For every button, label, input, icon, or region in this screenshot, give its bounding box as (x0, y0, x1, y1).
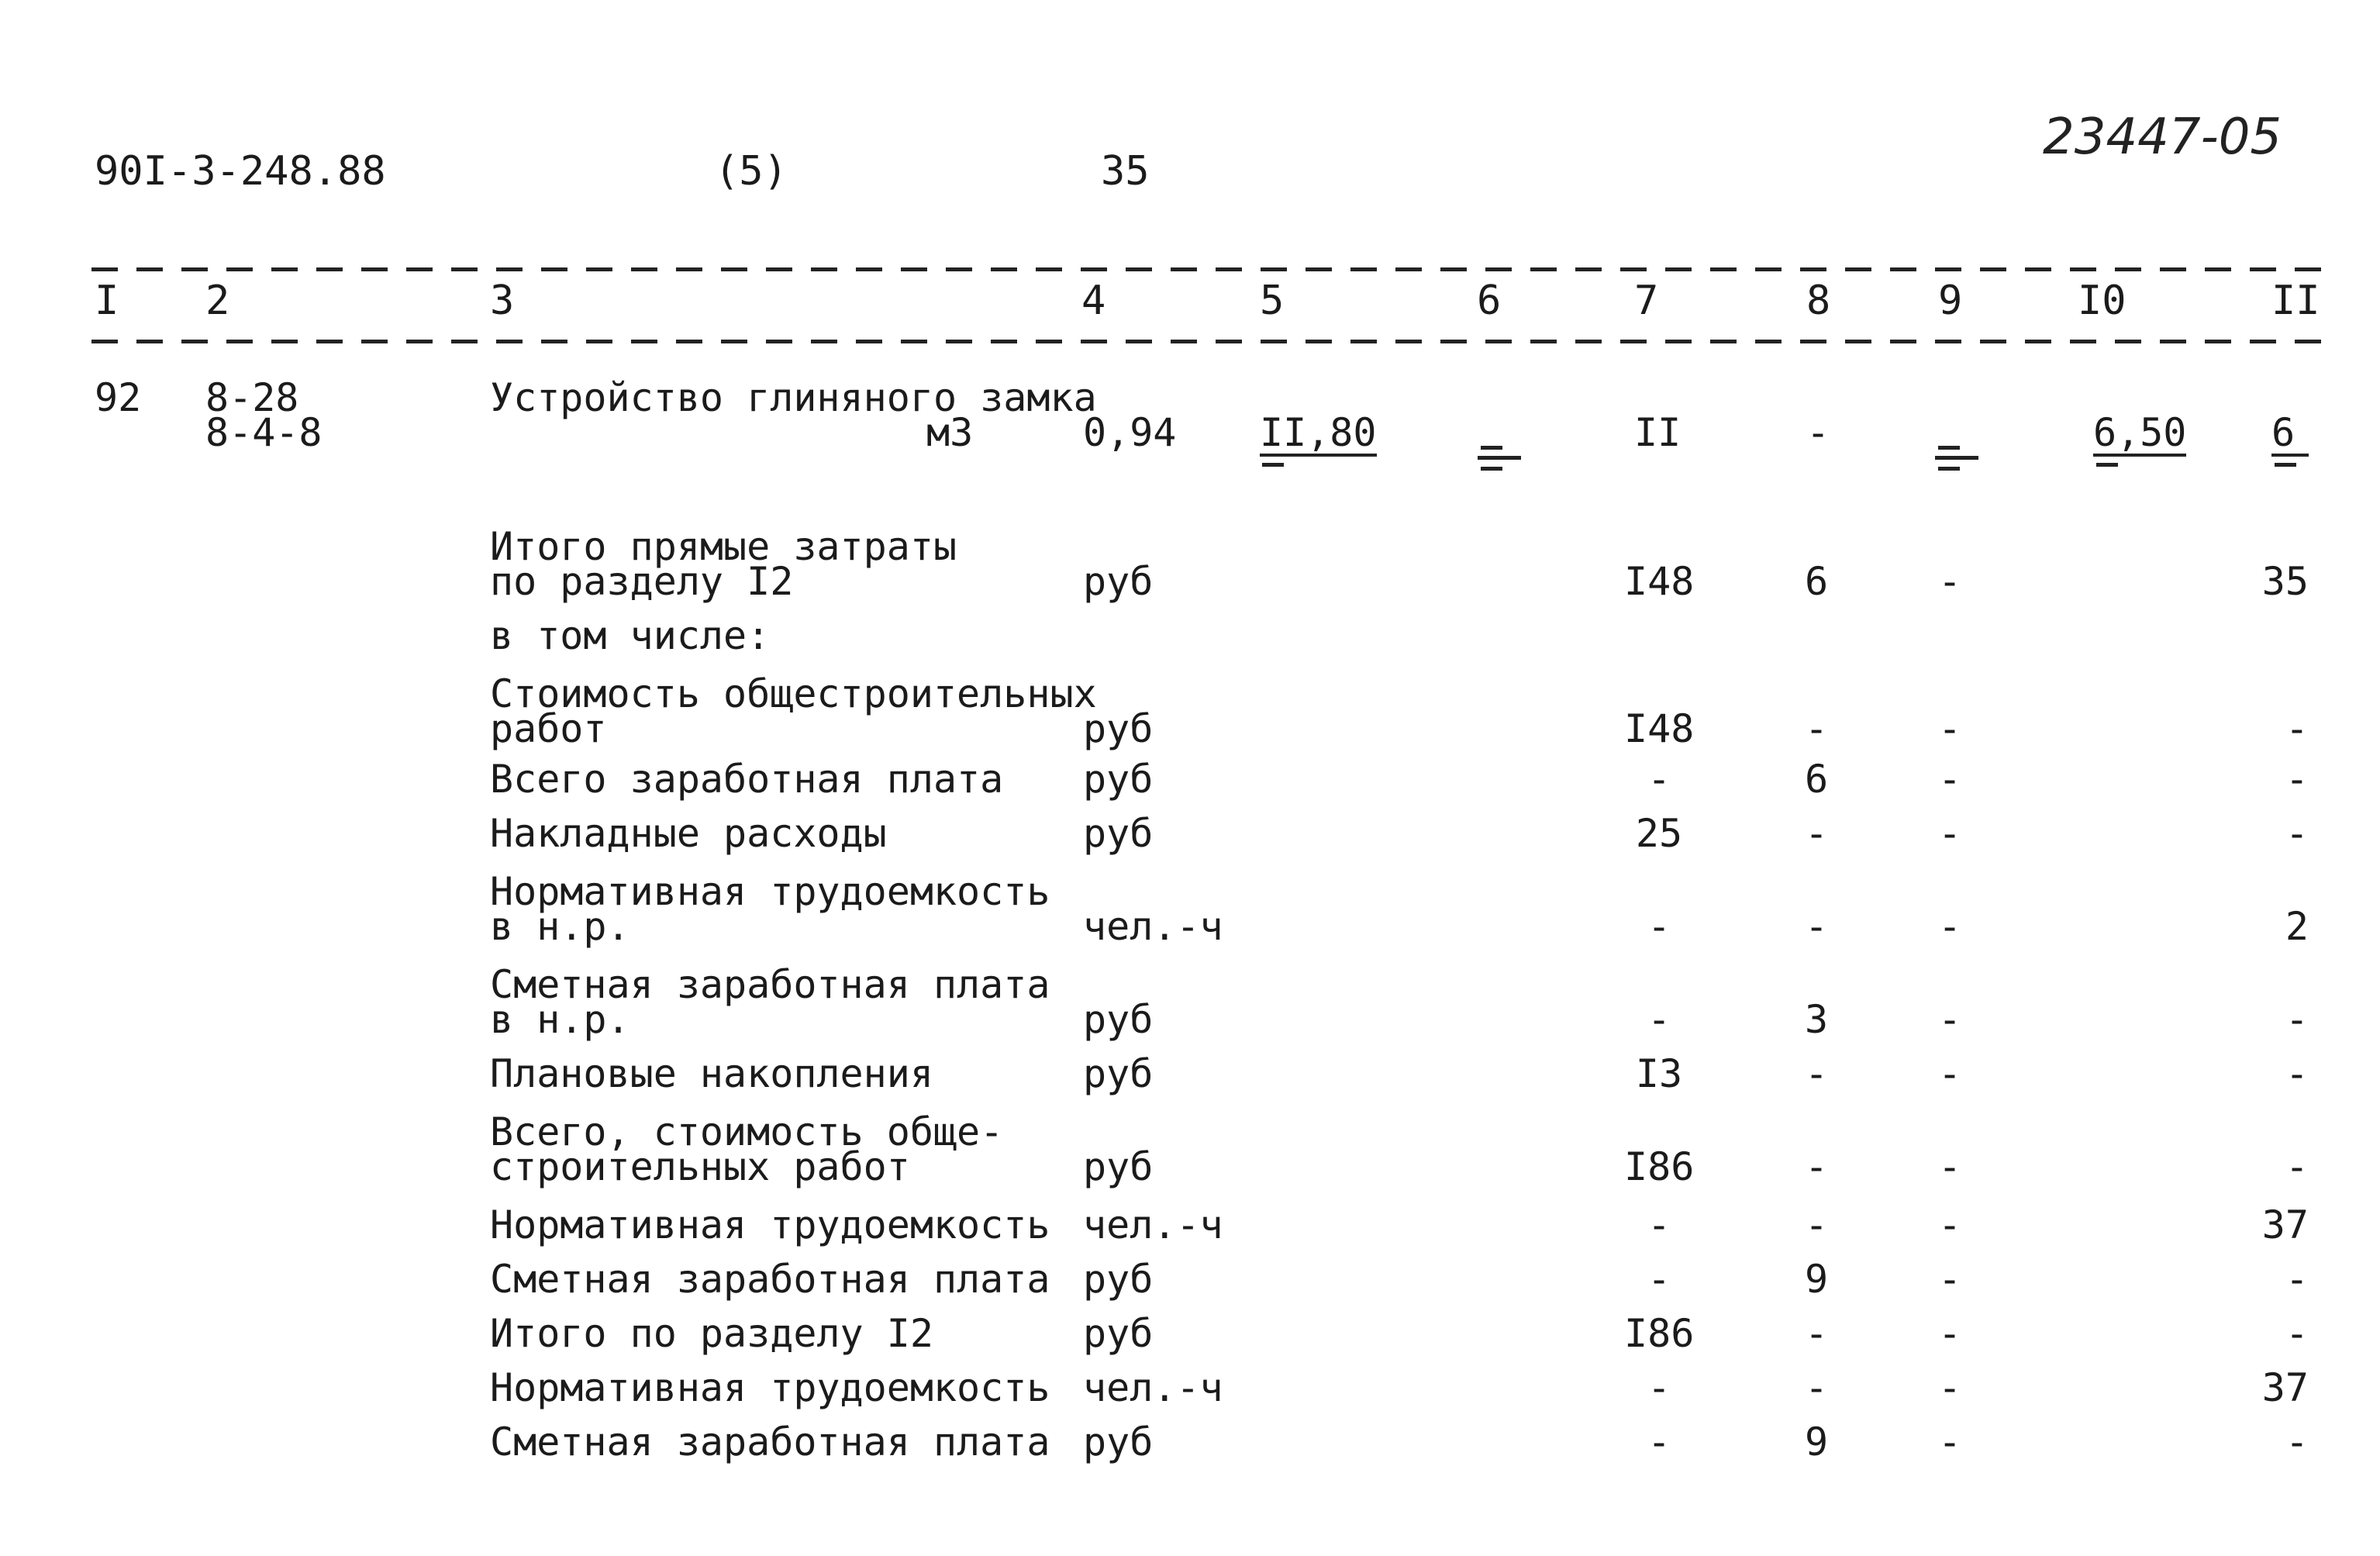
col11-underline-mark (2275, 463, 2296, 467)
row-unit: руб (1083, 559, 1154, 604)
row-col7: I86 (1624, 1311, 1695, 1356)
row-label-line1: Итого прямые затраты (490, 524, 957, 569)
col6-dash-bottom (1481, 467, 1502, 471)
row-col7: 25 (1635, 811, 1683, 856)
row-col8: - (1804, 1202, 1829, 1247)
row-col11: 35 (2261, 559, 2309, 604)
row-col9: - (1937, 706, 1962, 751)
row-col7: I3 (1635, 1051, 1683, 1096)
row-col7: - (1647, 904, 1671, 949)
row-col7: I48 (1624, 559, 1695, 604)
header-top-dashed-rule (91, 267, 2324, 271)
item-code-2: 8-4-8 (205, 410, 323, 455)
col10-underline-mark (2096, 463, 2118, 467)
item-unit-price: II,80 (1260, 410, 1377, 455)
column-header-cell: 9 (1938, 278, 1963, 324)
row-label-line2: в н.р. (490, 904, 630, 949)
page-number: 35 (1101, 148, 1150, 195)
item-description: Устройство глиняного замка (490, 375, 1097, 420)
row-col7: I86 (1624, 1144, 1695, 1189)
row-col7: - (1647, 1420, 1671, 1465)
row-unit: руб (1083, 1420, 1154, 1465)
row-col7: - (1647, 1365, 1671, 1410)
row-col11: - (2285, 1144, 2309, 1189)
col9-dash-bottom (1938, 467, 1960, 471)
row-label-line1: Итого по разделу I2 (490, 1311, 933, 1356)
row-col11: - (2285, 706, 2309, 751)
col9-underline (1935, 456, 1978, 460)
item-col11: 6 (2271, 413, 2309, 457)
row-col8: - (1804, 1365, 1829, 1410)
row-col11: 37 (2261, 1202, 2309, 1247)
column-header-cell: 8 (1806, 278, 1831, 324)
row-col7: - (1647, 1257, 1671, 1302)
row-unit: руб (1083, 757, 1154, 802)
row-label-line2: в н.р. (490, 997, 630, 1042)
row-col9: - (1937, 904, 1962, 949)
row-label-line2: работ (490, 706, 607, 751)
row-label-line1: Всего, стоимость обще- (490, 1109, 1004, 1154)
row-label-line1: Сметная заработная плата (490, 1257, 1050, 1302)
col6-underline (1478, 456, 1521, 460)
row-col9: - (1937, 1144, 1962, 1189)
row-col8: - (1804, 1144, 1829, 1189)
row-col11: 2 (2285, 904, 2309, 949)
row-col8: - (1804, 811, 1829, 856)
price-underline-mark (1262, 463, 1284, 467)
item-unit: м3 (926, 410, 974, 455)
row-col9: - (1937, 1311, 1962, 1356)
row-unit: руб (1083, 1051, 1154, 1096)
row-label-line2: по разделу I2 (490, 559, 794, 604)
column-header-cell: 4 (1081, 278, 1106, 324)
row-label-line1: Нормативная трудоемкость (490, 1202, 1050, 1247)
row-col11: - (2285, 1311, 2309, 1356)
column-header-cell: II (2271, 278, 2320, 324)
row-col11: 37 (2261, 1365, 2309, 1410)
col9-dash-top (1938, 446, 1960, 450)
row-col11: - (2285, 997, 2309, 1042)
col6-dash-top (1481, 446, 1502, 450)
row-col11: - (2285, 1257, 2309, 1302)
row-col8: - (1804, 1051, 1829, 1096)
row-col9: - (1937, 1257, 1962, 1302)
row-col9: - (1937, 997, 1962, 1042)
row-label-line1: Нормативная трудоемкость (490, 869, 1050, 914)
row-label-line1: Сметная заработная плата (490, 962, 1050, 1007)
item-col7: II (1634, 410, 1682, 455)
row-label-line1: Накладные расходы (490, 811, 887, 856)
row-unit: руб (1083, 1144, 1154, 1189)
row-unit: руб (1083, 1257, 1154, 1302)
row-col8: - (1804, 1311, 1829, 1356)
column-header-cell: I0 (2078, 278, 2126, 324)
column-header-cell: 3 (490, 278, 515, 324)
row-col11: - (2285, 811, 2309, 856)
row-col8: - (1804, 706, 1829, 751)
row-col8: 3 (1804, 997, 1829, 1042)
row-col8: 9 (1804, 1257, 1829, 1302)
row-label-line1: Сметная заработная плата (490, 1420, 1050, 1465)
row-unit: чел.-ч (1083, 904, 1223, 949)
row-unit: руб (1083, 811, 1154, 856)
column-header-cell: I (95, 278, 119, 324)
row-label-line1: Плановые накопления (490, 1051, 933, 1096)
row-col9: - (1937, 1051, 1962, 1096)
row-label-line1: в том числе: (490, 613, 771, 658)
column-header-cell: 2 (205, 278, 230, 324)
column-header-cell: 7 (1634, 278, 1659, 324)
row-unit: чел.-ч (1083, 1365, 1223, 1410)
row-col7: - (1647, 997, 1671, 1042)
row-col9: - (1937, 1365, 1962, 1410)
item-col10: 6,50 (2093, 410, 2187, 455)
handwritten-inventory-number: 23447-05 (2043, 109, 2282, 166)
item-number: 92 (95, 375, 142, 420)
row-label-line2: строительных работ (490, 1144, 910, 1189)
row-col7: - (1647, 1202, 1671, 1247)
row-col7: - (1647, 757, 1671, 802)
document-code: 90I-3-248.88 (95, 148, 386, 195)
row-unit: руб (1083, 1311, 1154, 1356)
row-col9: - (1937, 811, 1962, 856)
row-col9: - (1937, 757, 1962, 802)
row-label-line1: Всего заработная плата (490, 757, 1004, 802)
row-col7: I48 (1624, 706, 1695, 751)
item-code-1: 8-28 (205, 375, 299, 420)
row-col11: - (2285, 1051, 2309, 1096)
row-unit: руб (1083, 997, 1154, 1042)
row-label-line1: Нормативная трудоемкость (490, 1365, 1050, 1410)
row-col9: - (1937, 1202, 1962, 1247)
header-bottom-dashed-rule (91, 340, 2324, 343)
row-col8: 6 (1804, 559, 1829, 604)
row-col11: - (2285, 757, 2309, 802)
row-col8: - (1804, 904, 1829, 949)
item-quantity: 0,94 (1083, 410, 1177, 455)
row-col9: - (1937, 1420, 1962, 1465)
item-col8: - (1806, 410, 1830, 455)
row-col9: - (1937, 559, 1962, 604)
row-unit: руб (1083, 706, 1154, 751)
row-col8: 6 (1804, 757, 1829, 802)
column-header-cell: 5 (1260, 278, 1285, 324)
column-header-cell: 6 (1477, 278, 1502, 324)
row-col11: - (2285, 1420, 2309, 1465)
row-unit: чел.-ч (1083, 1202, 1223, 1247)
row-label-line1: Стоимость общестроительных (490, 671, 1097, 716)
row-col8: 9 (1804, 1420, 1829, 1465)
document-part: (5) (715, 148, 788, 195)
